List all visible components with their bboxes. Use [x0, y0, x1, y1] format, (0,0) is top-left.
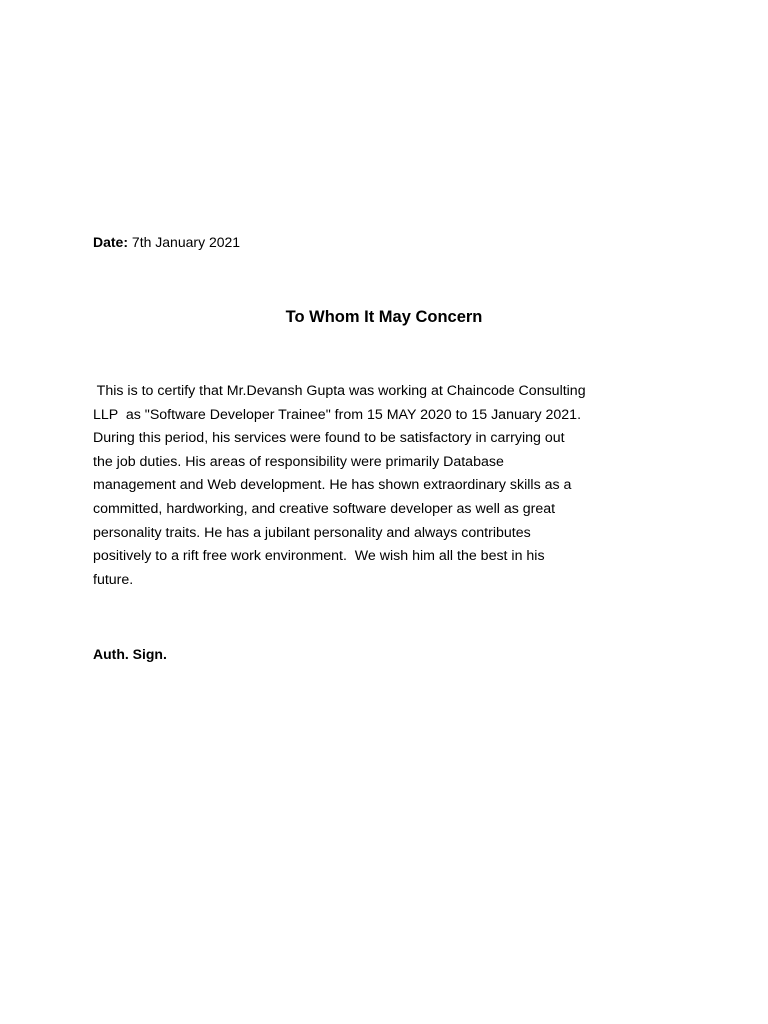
body-line: the job duties. His areas of responsibility were primarily Database — [93, 453, 504, 470]
body-line: This is to certify that Mr.Devansh Gupta was working at Chaincode Consulting — [93, 383, 586, 399]
body-line: positively to a rift free work environment. We wish him all the best in his — [93, 548, 545, 565]
letter-body — [93, 380, 693, 592]
body-line: During this period, his services were found to be satisfactory in carrying out — [93, 430, 565, 447]
signature-label: Auth. Sign. — [93, 646, 167, 662]
body-line: management and Web development. He has shown extraordinary skills as a — [93, 477, 572, 494]
letter-title: To Whom It May Concern — [285, 308, 483, 326]
date-label: Date: — [93, 234, 129, 250]
body-line: LLP as "Software Developer Trainee" from 15 MAY 2020 to 15 January 2021. — [93, 406, 582, 423]
date-value: 7th January 2021 — [128, 234, 241, 250]
body-line: personality traits. He has a jubilant personality and always contributes — [93, 524, 531, 541]
date-line — [93, 233, 240, 251]
body-line: future. — [93, 571, 134, 588]
body-line: committed, hardworking, and creative software developer as well as great — [93, 500, 556, 517]
